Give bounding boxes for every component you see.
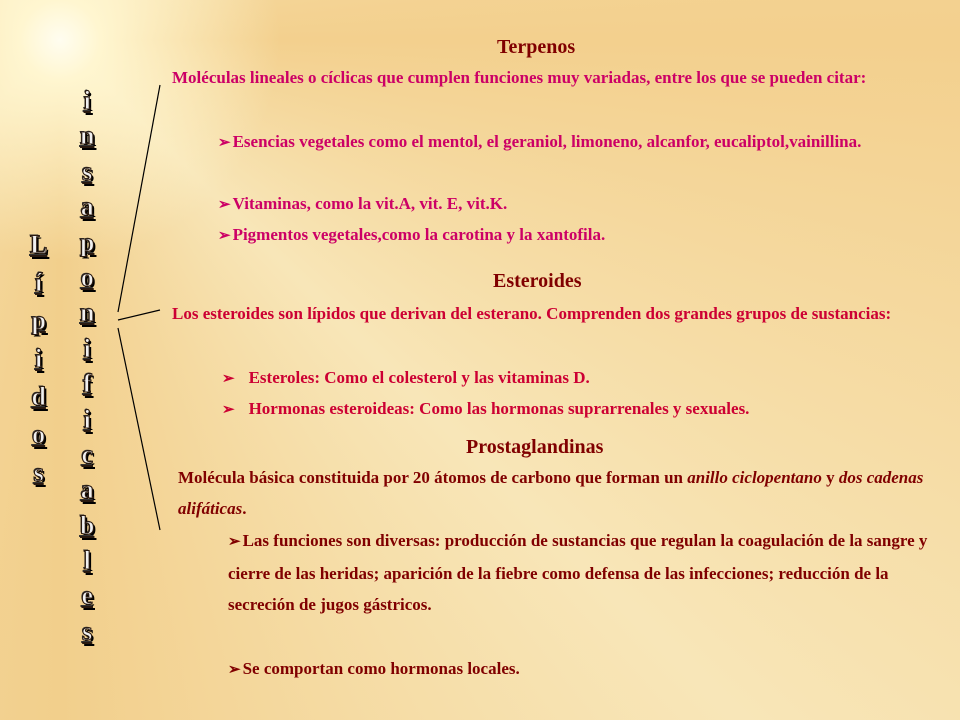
letter: n [80,298,95,328]
arrow-bullet-icon: ➢ [218,135,231,151]
letter: í [35,268,43,297]
arrow-bullet-icon: ➢ [228,534,241,550]
letter: c [81,439,93,469]
letter: b [80,510,95,540]
letter: s [82,156,93,186]
letter: s [82,616,93,646]
letter: i [83,86,91,115]
terpenos-bullet: ➢ Pigmentos vegetales,como la carotina y la xantofila. [218,225,606,244]
letter: a [80,475,94,505]
prostaglandinas-bullet: ➢ Las funciones son diversas: producción de sustancias que regulan la coagulación de la sangre y cierre de las heridas; aparición de la fiebre como defensa de las infecciones; reducción de la secreción de jugos gástricos. [228,531,928,614]
arrow-bullet-icon: ➢ [218,197,231,213]
letter: i [83,333,91,363]
esteroides-bullet: ➢ Hormonas esteroideas: Como las hormonas suprarrenales y sexuales. [222,399,750,418]
letter: p [80,227,95,257]
terpenos-bullet: ➢ Vitaminas, como la vit.A, vit. E, vit.K. [218,194,508,213]
arrow-bullet-icon: ➢ [222,402,235,418]
heading-prostaglandinas: Prostaglandinas [466,436,604,458]
prostaglandinas-bullet: ➢ Se comportan como hormonas locales. [228,659,520,678]
letter: a [80,192,94,222]
letter: L [30,230,48,259]
arrow-bullet-icon: ➢ [222,371,235,387]
prostaglandinas-intro: Molécula básica constituida por 20 átomos de carbono que forman un anillo ciclopentano y dos cadenas alifáticas. [178,468,924,518]
letter: p [31,306,46,335]
bracket-line-esteroides [118,310,160,320]
letter: s [33,458,44,487]
letter: n [80,121,95,151]
letter: o [80,262,94,292]
arrow-bullet-icon: ➢ [228,662,241,678]
letter: d [31,382,46,411]
letter: i [83,404,91,434]
bracket-line-terpenos [118,85,160,312]
arrow-bullet-icon: ➢ [218,228,231,244]
letter: i [35,344,43,373]
heading-esteroides: Esteroides [493,270,582,292]
heading-terpenos: Terpenos [497,36,576,58]
letter: o [32,420,46,449]
terpenos-intro: Moléculas lineales o cíclicas que cumplen funciones muy variadas, entre los que se pueden citar: [172,68,867,87]
esteroides-intro: Los esteroides son lípidos que derivan del esterano. Comprenden dos grandes grupos de sustancias: [172,304,892,323]
bracket-line-prostaglandinas [118,328,160,530]
esteroides-bullet: ➢ Esteroles: Como el colesterol y las vitaminas D. [222,368,590,387]
terpenos-bullet: ➢ Esencias vegetales como el mentol, el geraniol, limoneno, alcanfor, eucaliptol,vainillina. [218,132,862,151]
letter: e [81,581,93,611]
letter: f [82,369,92,399]
letter: l [83,546,91,576]
